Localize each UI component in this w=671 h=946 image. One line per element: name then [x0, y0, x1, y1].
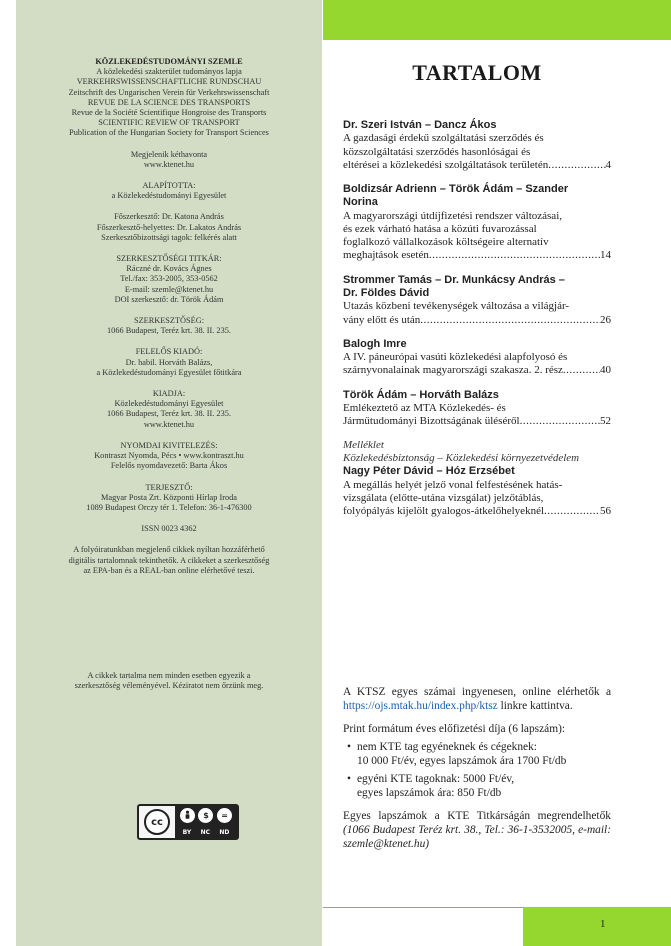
publisher-block: [16, 389, 322, 430]
masthead-line: Zeitschrift des Ungarischen Verein für Verkehrswissenschaft: [68, 87, 270, 97]
issn: ISSN 0023 4362: [141, 524, 197, 534]
editor-line: Főszerkesztő-helyettes: Dr. Lakatos András: [96, 222, 242, 232]
disclaimer-line: szerkesztőség véleményével. Kéziratot nem őrzünk meg.: [74, 681, 264, 691]
entry-title-line: közszolgáltatási szerződés hasonlóságai és: [343, 145, 531, 158]
publisher-resp-line: a Közlekedéstudományi Egyesület főtitkára: [96, 367, 242, 377]
leader-dots: [544, 505, 600, 518]
printing-block: [16, 441, 322, 472]
supplement-topic: Közlekedésbiztonság – Közlekedési környezetvédelem: [343, 452, 580, 465]
entry-page: 40: [600, 364, 611, 377]
office-line: 1066 Budapest, Teréz krt. 38. II. 235.: [107, 326, 231, 336]
toc-entry[interactable]: [343, 183, 611, 263]
entry-page: 52: [600, 415, 611, 428]
entry-title-end: folyópályás kijelölt gyalogos-átkelőhelyeknél: [343, 505, 545, 518]
price-item: [343, 772, 611, 800]
distributor-line: 1089 Budapest Orczy tér 1. Telefon: 36-1-476300: [86, 502, 252, 512]
entry-title-line: A IV. páneurópai vasúti közlekedési alapfolyosó és: [343, 351, 568, 364]
toc-entry[interactable]: [343, 119, 611, 172]
frequency-text: Megjelenik kéthavonta: [130, 149, 208, 159]
top-accent-band: [323, 0, 671, 40]
online-text-a: A KTSZ egyes számai ingyenesen, online elérhetők a: [343, 686, 611, 698]
entry-title-end: eltérései a közlekedési szolgáltatások területén: [343, 158, 549, 171]
disclaimer: [16, 671, 322, 691]
price-line: egyes lapszámok ára: 850 Ft/db: [357, 787, 502, 799]
distributor-block: [16, 483, 322, 514]
disclaimer-line: A cikkek tartalma nem minden esetben egyezik a: [87, 671, 251, 680]
page-number-box: [523, 907, 671, 946]
office-heading: SZERKESZTŐSÉG:: [133, 316, 205, 326]
masthead-line: VERKEHRSWISSENSCHAFTLICHE RUNDSCHAU: [76, 77, 262, 87]
open-access-line: digitális tartalomnak tekinthetők. A cikkeket a szerkesztőség: [68, 555, 270, 565]
entry-authors: Nagy Péter Dávid – Hóz Erzsébet: [343, 465, 515, 478]
cc-terms: [175, 806, 237, 838]
masthead-line: SCIENTIFIC REVIEW OF TRANSPORT: [98, 118, 240, 128]
entry-last-line: [343, 249, 611, 262]
founded-block: [16, 181, 322, 201]
masthead: [16, 57, 322, 576]
entry-title-end: vány előtt és után: [343, 313, 421, 326]
entry-title-end: szárnyvonalainak magyarországi szakasza. 2. rész: [343, 364, 563, 377]
cc-label-row: [178, 829, 234, 836]
price-line: • egyéni KTE tagoknak: 5000 Ft/év,: [357, 773, 515, 785]
office-block: [16, 316, 322, 336]
frequency-block: [16, 150, 322, 170]
entry-last-line: [343, 505, 611, 518]
cc-label-nc: NC: [200, 829, 210, 836]
footer-rule: [323, 907, 523, 908]
toc-title: TARTALOM: [412, 60, 542, 85]
printing-heading: NYOMDAI KIVITELEZÉS:: [120, 440, 218, 450]
entry-authors: Török Ádám – Horváth Balázs: [343, 388, 499, 401]
toc-entry[interactable]: [343, 389, 611, 429]
secretary-line: DOI szerkesztő: dr. Török Ádám: [114, 294, 224, 304]
supplement-label: Melléklet: [343, 439, 384, 452]
online-access-text: [343, 685, 611, 713]
entry-title-line: A magyarországi útdíjfizetési rendszer változásai,: [343, 209, 562, 222]
order-contact: (1066 Budapest Teréz krt. 38., Tel.: 36-1-3532005, e-mail: szemle@ktenet.hu): [343, 824, 611, 850]
leader-dots: [563, 364, 600, 377]
nc-dollar-icon: $: [198, 808, 213, 823]
entry-title-end: meghajtások esetén: [343, 249, 429, 262]
cc-label-nd: ND: [219, 829, 230, 836]
entry-last-line: [343, 314, 611, 327]
leader-dots: [548, 159, 605, 172]
entry-title-line: A gazdasági érdekű szolgáltatási szerződés és: [343, 132, 544, 145]
entry-title-line: A megállás helyét jelző vonal felfestésének hatás-: [343, 478, 563, 491]
leader-dots: [429, 249, 600, 262]
editor-line: Főszerkesztő: Dr. Katona András: [114, 212, 224, 222]
publisher-resp-line: Dr. habil. Horváth Balázs,: [125, 357, 213, 367]
entry-page: 26: [600, 313, 611, 326]
open-access-line: az EPA-ban és a REAL-ban online elérhetővé teszi.: [83, 565, 255, 575]
entry-last-line: [343, 364, 611, 377]
publisher-resp-block: [16, 347, 322, 378]
cc-label-by: BY: [182, 829, 192, 836]
journal-name: KÖZLEKEDÉSTUDOMÁNYI SZEMLE: [95, 57, 243, 66]
online-text-b: linkre kattintva.: [497, 700, 573, 712]
masthead-line: A közlekedési szakterület tudományos lapja: [96, 67, 242, 77]
entry-page: 4: [605, 158, 611, 171]
printing-line: Felelős nyomdavezető: Barta Ákos: [110, 461, 228, 471]
entry-title-line: és ezek várható hatása a közúti fuvarozással: [343, 223, 537, 236]
table-of-contents: [343, 119, 611, 530]
entry-authors: Balogh Imre: [343, 337, 407, 350]
entry-title-end: Járműtudományi Bizottságának üléséről: [343, 415, 520, 428]
leader-dots: [520, 415, 600, 428]
print-heading: Print formátum éves előfizetési díja (6 lapszám):: [343, 723, 566, 735]
entry-last-line: [343, 415, 611, 428]
editor-line: Szerkesztőbizottsági tagok: felkérés alatt: [101, 232, 237, 242]
price-line: 10 000 Ft/év, egyes lapszámok ára 1700 Ft/db: [357, 755, 567, 767]
price-item: [343, 740, 611, 768]
masthead-line: Publication of the Hungarian Society for Transport Sciences: [69, 128, 269, 138]
founded-text: a Közlekedéstudományi Egyesület: [111, 191, 227, 201]
entry-title-line: Emlékeztető az MTA Közlekedés- és: [343, 402, 506, 415]
open-access-line: A folyóiratunkban megjelenő cikkek nyíltan hozzáférhető: [73, 545, 265, 555]
publisher-heading: KIADJA:: [152, 389, 186, 399]
masthead-line: Revue de la Société Scientifique Hongroise des Transports: [71, 108, 267, 118]
distributor-heading: TERJESZTŐ:: [145, 482, 193, 492]
publisher-resp-heading: FELELŐS KIADÓ:: [135, 347, 203, 357]
website-text: www.ktenet.hu: [143, 159, 195, 169]
secretary-heading: SZERKESZTŐSÉGI TITKÁR:: [116, 254, 222, 264]
masthead-line: REVUE DE LA SCIENCE DES TRANSPORTS: [87, 97, 251, 107]
entry-title-line: Utazás közbeni tevékenységek változása a világjár-: [343, 300, 570, 313]
page-number: 1: [600, 918, 606, 930]
distributor-line: Magyar Posta Zrt. Központi Hírlap Iroda: [101, 492, 237, 502]
entry-authors: Boldizsár Adrienn – Török Ádám – Szander: [343, 183, 569, 196]
ojs-link[interactable]: https://ojs.mtak.hu/index.php/ktsz: [343, 700, 498, 712]
publisher-line: www.ktenet.hu: [143, 419, 195, 429]
entry-authors: Dr. Földes Dávid: [343, 287, 430, 300]
price-line: • nem KTE tag egyéneknek és cégeknek:: [357, 741, 537, 753]
entry-title-line: vizsgálata (előtte-utána vizsgálat) jelzőtáblás,: [343, 492, 544, 505]
secretary-line: Tel./fax: 353-2005, 353-0562: [120, 274, 218, 284]
toc-entry[interactable]: [343, 338, 611, 378]
order-text-a: Egyes lapszámok a KTE Titkárságán megrendelhetők: [343, 810, 611, 822]
cc-logo-area: [139, 806, 175, 838]
masthead-sidebar: [16, 0, 322, 946]
entry-last-line: [343, 159, 611, 172]
founded-heading: ALAPÍTOTTA:: [142, 181, 196, 191]
price-list: [343, 740, 611, 800]
publisher-line: Közlekedéstudományi Egyesület: [114, 399, 224, 409]
nd-equals-icon: =: [217, 808, 232, 823]
leader-dots: [420, 314, 600, 327]
publisher-line: 1066 Budapest, Teréz krt. 38. II. 235.: [107, 409, 231, 419]
cc-icon: cc: [144, 809, 170, 835]
editors-block: [16, 212, 322, 243]
entry-authors: Strommer Tamás – Dr. Munkácsy András –: [343, 273, 565, 286]
printing-line: Kontraszt Nyomda, Pécs • www.kontraszt.hu: [94, 451, 244, 461]
secretary-line: E-mail: szemle@ktenet.hu: [124, 284, 214, 294]
entry-authors: Dr. Szeri István – Dancz Ákos: [343, 119, 497, 131]
open-access-block: [16, 545, 322, 576]
secretary-block: [16, 254, 322, 305]
entry-authors: Norina: [343, 196, 378, 209]
cc-license-badge: [137, 804, 239, 840]
by-person-icon: [180, 808, 195, 823]
secretary-line: Ráczné dr. Kovács Ágnes: [126, 264, 212, 274]
subscription-info: [343, 685, 611, 851]
issn-block: [16, 524, 322, 534]
toc-supplement[interactable]: [343, 439, 611, 518]
cc-icon-row: [178, 808, 234, 823]
order-text: [343, 809, 611, 851]
entry-page: 56: [600, 505, 611, 518]
entry-title-line: foglalkozó vállalkozások költségeire alternatív: [343, 236, 549, 249]
entry-page: 14: [600, 249, 611, 262]
toc-entry[interactable]: [343, 274, 611, 327]
